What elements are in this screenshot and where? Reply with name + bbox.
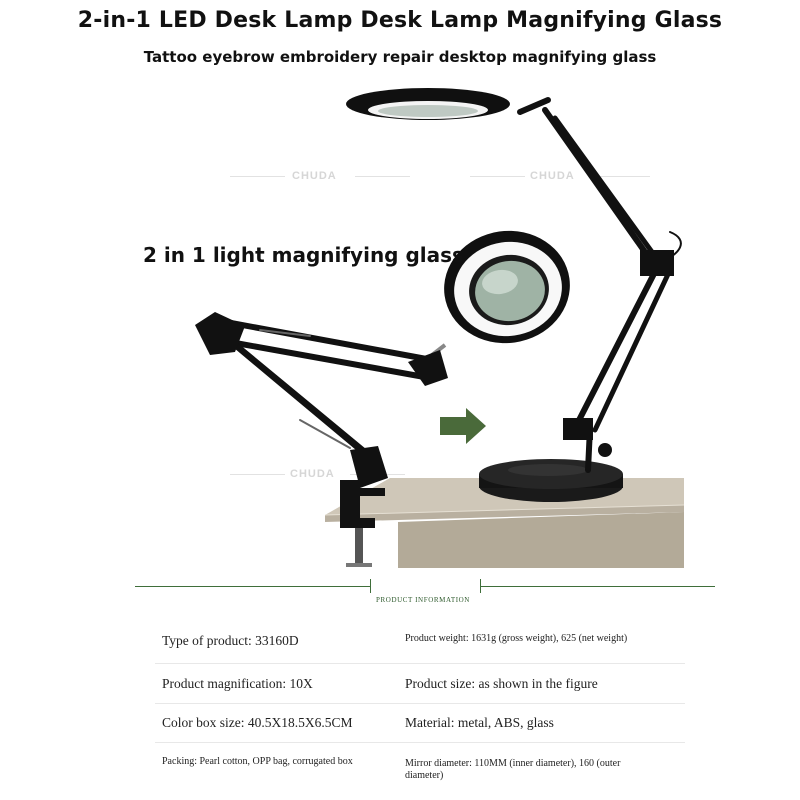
- watermark: CHUDA: [290, 468, 335, 480]
- lamp-joint: [640, 250, 674, 276]
- spec-color-box-size: Color box size: 40.5X18.5X6.5CM: [162, 715, 353, 730]
- section-divider: [480, 586, 715, 587]
- lamp-joint: [563, 418, 593, 440]
- spec-magnification: Product magnification: 10X: [162, 676, 313, 691]
- desk-lamp-base: [479, 459, 623, 502]
- watermark: CHUDA: [530, 170, 575, 182]
- row-divider: [155, 742, 685, 743]
- spec-product-type: Type of product: 33160D: [162, 633, 299, 648]
- clamp-lamp-arm: [215, 320, 432, 462]
- spec-product-weight: Product weight: 1631g (gross weight), 625 (net weight): [405, 633, 628, 644]
- spec-packing: Packing: Pearl cotton, OPP bag, corrugated box: [162, 756, 353, 767]
- spec-mirror-diameter: Mirror diameter: 110MM (inner diameter), 160 (outer diameter): [405, 758, 621, 781]
- spec-material: Material: metal, ABS, glass: [405, 715, 554, 730]
- page-subtitle: Tattoo eyebrow embroidery repair desktop magnifying glass: [143, 48, 657, 66]
- section-label: PRODUCT INFORMATION: [376, 596, 470, 604]
- row-divider: [155, 663, 685, 664]
- section-divider: [135, 586, 370, 587]
- row-divider: [155, 703, 685, 704]
- promo-text: 2 in 1 light magnifying glass: [143, 243, 464, 267]
- page-title: 2-in-1 LED Desk Lamp Desk Lamp Magnifying Glass: [77, 8, 723, 33]
- desk-clamp: [340, 480, 385, 567]
- section-divider-tick: [370, 579, 371, 593]
- arrow-right-icon: [440, 408, 486, 444]
- watermark: CHUDA: [292, 170, 337, 182]
- lamp-knob: [598, 443, 612, 457]
- spec-product-size: Product size: as shown in the figure: [405, 676, 598, 691]
- magnifier-head-top: [346, 88, 510, 120]
